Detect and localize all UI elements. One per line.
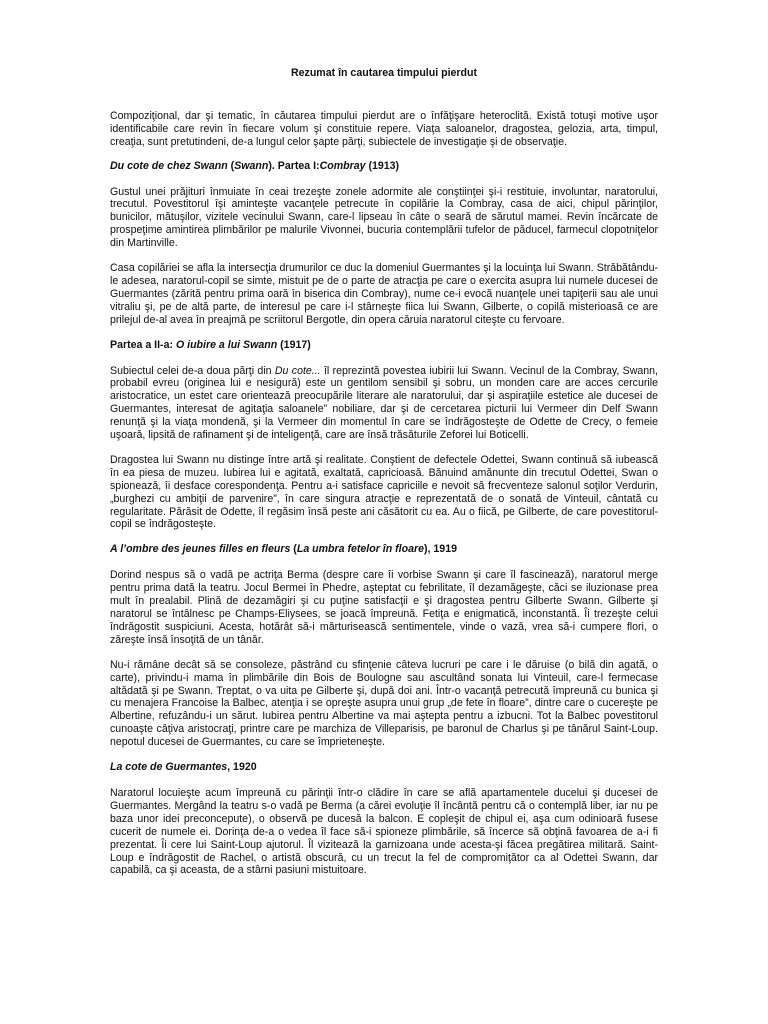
section-heading-jeunes-filles (110, 543, 658, 556)
heading-text: (1913) (365, 159, 400, 172)
heading-text: ( (227, 159, 235, 172)
combray-paragraph-1: Gustul unei prăjituri înmuiate în ceai trezeşte zonele adormite ale conştiinţei şi-i restituie, involuntar, naratorului, trecutul. Povestitorul îşi aminteşte vacanţele petrecute în copilărie la Combray, casa de aici, chipul părinţilor, bunicilor, mătuşilor, vizitele vecinului Swann, care-l lipseau în câte o seară de sărutul mamei. Revin încărcate de prospeţime amintirea plimbărilor pe malurile Vivonnei, bucuria contemplării tufelor de păducel, farmecul clopotniţelor din Martinville. (110, 185, 658, 250)
jeunes-filles-paragraph-1: Dorind nespus să o vadă pe actriţa Berma (despre care îi vorbise Swann şi care îl fascinează), naratorul merge pentru prima dată la teatru. Jocul Bermei în Phedre, aşteptat cu febrilitate, îl dezamăgeşte, căci se iluzionase prea mult în prealabil. Plină de dezamăgiri şi cu puţine satisfacţii e şi dragostea pentru Gilberte Swann. Gilberte şi naratorul se întâlnesc pe Champs-Eliysees, se joacă împreună. Fetiţa e enigmatică, inconstantă. Îi trezeşte celui îndrăgostit suspiciuni. Acesta, hotărât să-i mărturisească sentimentele, vinde o vază, vrea să-i cumpere flori, o zăreşte însă însoţită de un tânăr. (110, 569, 658, 646)
guermantes-paragraph-1: Naratorul locuieşte acum împreună cu părinţii într-o clădire în care se află apartamentele ducelui şi ducesei de Guermantes. Mergând la teatru s-o vadă pe Berma (a cărei evoluţie îl încântă pentru că o contemplă liber, iar nu pe baza unor idei preconcepute), o observă pe ducesă la balcon. E copleşit de chipul ei, aşa cum odinioară fusese cucerit de numele ei. Dorinţa de-a o vedea îl face să-i spioneze plimbările, să încerce să obţină favoarea de a-i fi prezentat. Îi cere lui Saint-Loup ajutorul. Îl vizitează la garnizoana unde acesta-şi făcea pregătirea militară. Saint-Loup e îndrăgostit de Rachel, o artistă obscură, cu un trecut la fel de compromiţător ca al Odettei Swann, dar capabilă, ca şi aceasta, de a stârni pasiuni mistuitoare. (110, 786, 658, 877)
section-heading-iubire-swann (110, 339, 658, 352)
heading-text: A l’ombre des jeunes filles en fleurs (110, 543, 291, 556)
heading-text: Partea a II-a: (110, 338, 176, 351)
paragraph-text: îl reprezintă povestea iubirii lui Swann. Vecinul de la Combray, Swann, probabil evreu (originea lui e nesigură) este un gentilom sensibil şi sobru, un monden care are acces cercurile aristocratice, un estet care orientează preocupările literare ale naratorului, dar şi aspiraţiile estetice ale ducesei de Guermantes, interesat de agitaţia saloanele” nobiliare, dar şi de cercetarea picturii lui Vermeer din Delf Swann renunţă şi la viaţa mondenă, şi la Vermeer din momentul în care se îndrăgosteşte de Odette de Crecy, o femeie uşoară, lipsită de rafinament şi de inteligenţă, care are însă trăsăturile Zeforei lui Boticelli. (110, 364, 659, 442)
section-heading-guermantes (110, 761, 658, 774)
heading-text: ( (290, 543, 297, 556)
combray-paragraph-2: Casa copilăriei se afla la intersecţia drumurilor ce duc la domeniul Guermantes şi la locuinţa lui Swann. Străbătându-le adesea, naratorul-copil se simte, mistuit pe de o parte de atracţia pe care o exercita asupra lui numele ducesei de Guermantes (zărită pentru prima oară în biserica din Combray), nume ce-i evocă nuanţele unei tapiţerii sau ale unui vitraliu şi, pe de altă parte, de interesul pe care i-l stârneşte fiica lui Swann, Gilberte, o copilă misterioasă ce are prilejul de-al avea în preajmă pe scriitorul Bergotle, din opera căruia naratorul citeşte cu fervoare. (110, 262, 658, 326)
document-title: Rezumat în cautarea timpului pierdut (290, 67, 477, 79)
heading-text: Swann (234, 159, 269, 172)
paragraph-text: Subiectul celei de-a doua părţi din (110, 364, 275, 377)
paragraph-text-italic: Du cote... (274, 364, 321, 377)
heading-text: Combray (319, 159, 366, 172)
heading-text: Du cote de chez Swann (110, 159, 228, 172)
heading-text: O iubire a lui Swann (175, 338, 278, 351)
jeunes-filles-paragraph-2: Nu-i rămâne decât să se consoleze, păstrând cu sfinţenie câteva lucruri pe care i le dăruise (o bilă din agată, o carte), privindu-i mama în plimbările din Bois de Boulogne sau ascultând sonata lui Vinteuil, care-l fermecase altădată şi pe Swann. Treptat, o va uita pe Gilberte şi, după doi ani. Într-o vacanţă petrecută împreună cu bunica şi cu menajera Francoise la Balbec, atenţia i se opreşte asupra unui grup „de fete în floare”, dintre care o cucereşte pe Albertine, refuzându-i un sărut. Iubirea pentru Albertine va mai aştepta pentru a izbucni. Tot la Balbec povestitorul cunoaşte câţiva aristocraţi, printre care pe marchiza de Villeparisis, pe baronul de Charlus şi pe tânărul Saint-Loup. nepotul ducesei de Guermantes, cu care se împrieteneşte. (110, 658, 658, 749)
heading-text: La umbra fetelor în floare (296, 543, 424, 556)
heading-text: La cote de Guermantes (110, 761, 228, 774)
swann-paragraph-1 (110, 365, 658, 442)
heading-text: , 1920 (227, 761, 257, 774)
section-heading-combray (110, 160, 658, 173)
heading-text: (1917) (277, 338, 311, 351)
intro-paragraph: Compoziţional, dar şi tematic, în căutarea timpului pierdut are o înfăţişare heteroclită. Există totuşi motive uşor identificabile care revin în fiecare volum şi constituie repere. Viaţa saloanelor, dragostea, gelozia, arta, timpul, creaţia, sunt pretutindeni, de-a lungul celor şapte părţi, subiectele de investigaţie şi de observaţie. (110, 109, 658, 148)
swann-paragraph-2: Dragostea lui Swann nu distinge între artă şi realitate. Conştient de defectele Odettei, Swann continuă să iubească în ea piesa de muzeu. Iubirea lui e agitată, exaltată, capricioasă. Bănuind amănunte din trecutul Odettei, Swan o spionează, îi desface corespondenţa. Pentru a-i satisface capriciile e nevoit să frecventeze salonul soţilor Verdurin, „burghezi cu ambiţii de parvenire”, în care singura atracţie e reprezentată de o sonată de Vinteuil, cântată cu regularitate. Părăsit de Odette, îl regăsim însă peste ani căsătorit cu ea. Au o fiică, pe Gilberte, de care povestitorul-copil se îndrăgosteşte. (110, 453, 658, 531)
heading-text: ), 1919 (424, 543, 457, 556)
heading-text: ). Partea I: (268, 159, 320, 172)
